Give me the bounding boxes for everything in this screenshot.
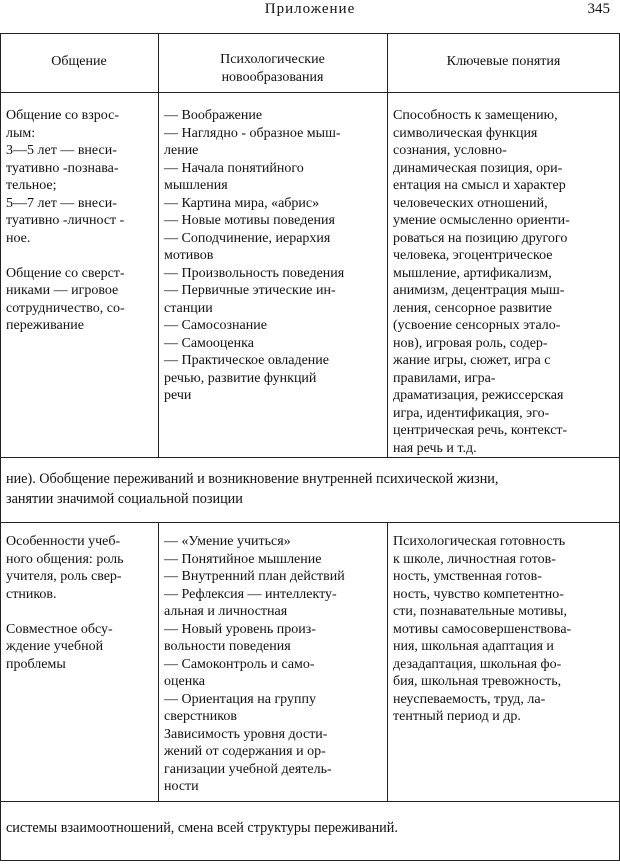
- section1-key-concepts-cell: Способность к замещению, символическая функция сознания, условно- динамическая позиция, ори- ентация на смысл и характер человеческих отношений, умение осмысленно ориенти- роваться на позицию другого человека, эгоцентрическое мышление, артификализм, анимизм, децентрация мыш- ления, сенсорное развитие (усвоение сенсорных этало- нов), игровая роль, содер- жание игры, сюжет, игра с правилами, игра- драматизация, режиссерская игра, идентификация, эго- центрическая речь, контекст- ная речь и т.д.: [393, 108, 570, 456]
- section1-bottom-rule: [0, 457, 620, 458]
- table-top-rule: [0, 33, 620, 34]
- page-number: 345: [587, 1, 610, 17]
- section1-neoformations-cell: — Воображение — Наглядно - образное мыш- ление — Начала понятийного мышления — Картина мира, «абрис» — Новые мотивы поведения — Соподчинение, иерархия мотивов — Произвольность поведения — Первичные этические ин- станции — Самосознание — Самооценка — Практическое овладение речью, развитие функций речи: [164, 108, 345, 403]
- column-header-key-concepts: Ключевые понятия: [446, 54, 561, 69]
- column-divider-2-section2: [387, 522, 388, 801]
- table-left-rule: [0, 33, 1, 860]
- wide-row1-bottom-rule: [0, 522, 620, 523]
- section1-communication-cell: Общение со взрос- лым: 3—5 лет — внеси- туативно -познава- тельное; 5—7 лет — внеси- туативно -личност - ное. Общение со сверст- никами — игровое сотрудничество, со- переживание: [6, 108, 125, 333]
- running-header-title: Приложение: [264, 1, 356, 17]
- column-divider-1: [158, 33, 159, 457]
- section2-key-concepts-cell: Психологическая готовность к школе, личностная готов- ность, умственная готов- ность, чувство компетентно- сти, познавательные мотивы, мотивы самосовершенствова- ния, школьная адаптация и дезадаптация, школьная фо- бия, школьная тревожность, неуспеваемость, труд, ла- тентный период и др.: [393, 534, 572, 724]
- column-header-neoformations: Психологические новообразования: [220, 52, 325, 85]
- section2-bottom-rule: [0, 801, 620, 802]
- wide-row-summary-2: системы взаимоотношений, смена всей структуры переживаний.: [6, 820, 398, 836]
- table-bottom-rule: [0, 860, 620, 861]
- section2-communication-cell: Особенности учеб- ного общения: роль учителя, роль свер- стников. Совместное обсу- ждение учебной проблемы: [6, 534, 124, 672]
- wide-row-summary-1: ние). Обобщение переживаний и возникновение внутренней психической жизни, занятии значимой социальной позиции: [6, 471, 499, 507]
- column-divider-2: [387, 33, 388, 457]
- column-header-communication: Общение: [51, 54, 107, 69]
- header-bottom-rule: [0, 92, 620, 93]
- column-divider-1-section2: [158, 522, 159, 801]
- section2-neoformations-cell: — «Умение учиться» — Понятийное мышление — Внутренний план действий — Рефлексия — интеллекту- альная и личностная — Новый уровень произ- вольности поведения — Самоконтроль и само- оценка — Ориентация на группу сверстников Зависимость уровня дости- жений от содержания и ор- ганизации учебной деятель- ности: [164, 534, 345, 794]
